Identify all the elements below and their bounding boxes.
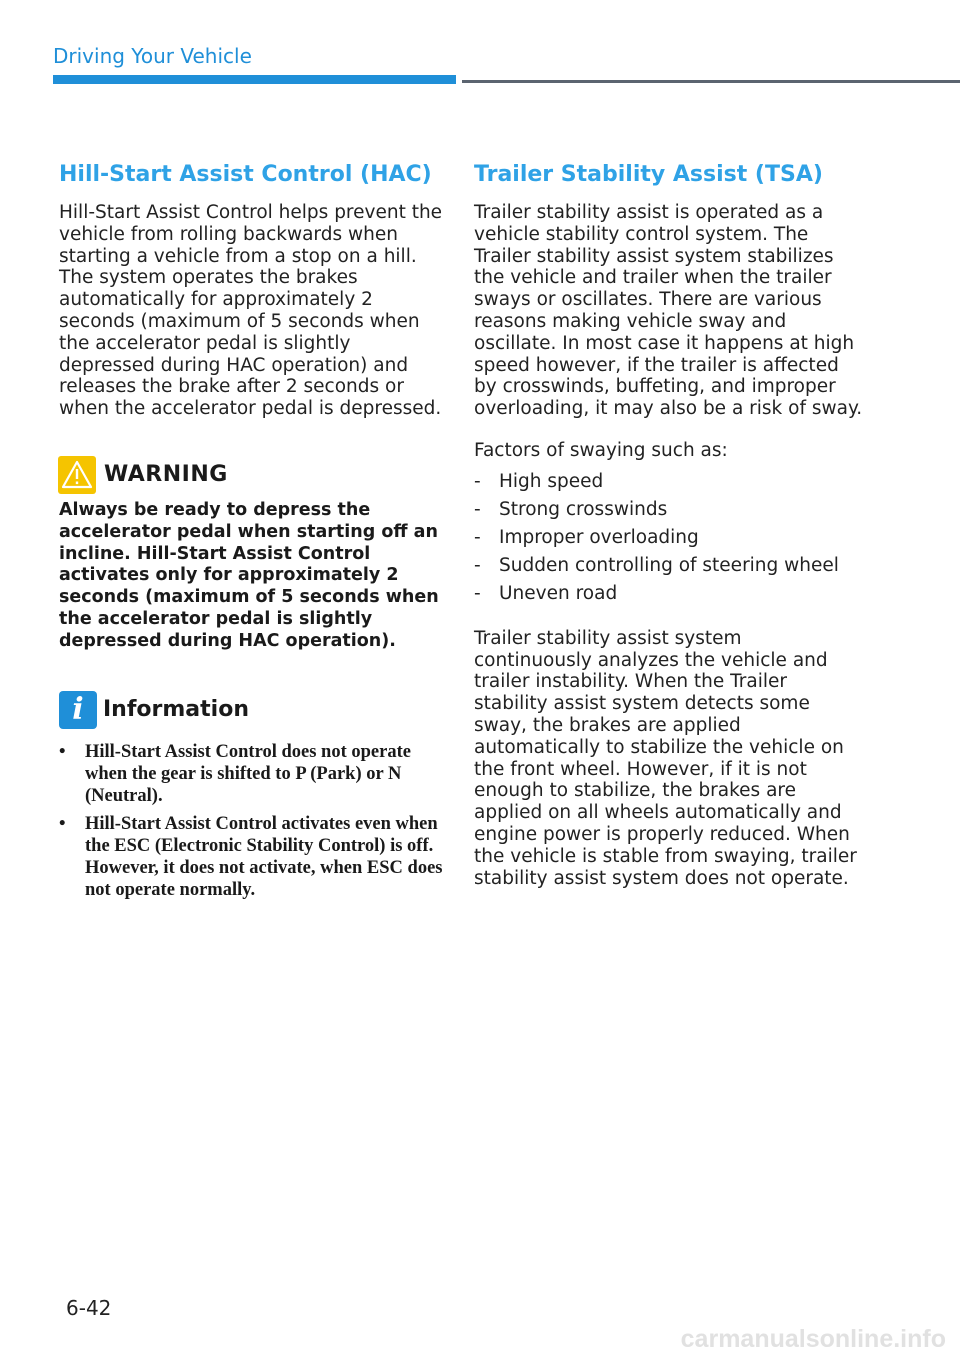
warning-title: WARNING <box>104 462 228 488</box>
information-title: Information <box>103 697 249 723</box>
dash: - <box>474 526 481 548</box>
information-item <box>59 813 444 901</box>
list-item <box>474 580 864 608</box>
warning-box <box>59 456 444 653</box>
bullet: • <box>59 813 66 834</box>
information-box <box>59 691 444 901</box>
right-column <box>474 160 864 889</box>
information-header <box>59 691 444 729</box>
information-item <box>59 741 444 807</box>
warning-header <box>59 456 444 494</box>
tsa-body-2: Trailer stability assist system continuously analyzes the vehicle and trailer instability. When the Trailer stability assist system detects some sway, the brakes are applied automatically to stabilize the vehicle on the front wheel. However, if it is not enough to stabilize, the brakes are applied on all wheels automatically and engine power is properly reduced. When the vehicle is stable from swaying, trailer stability assist system does not operate. <box>474 627 857 889</box>
list-item <box>474 552 864 580</box>
page-number: 6-42 <box>66 1296 112 1320</box>
dash: - <box>474 582 481 604</box>
list-item <box>474 468 864 496</box>
tsa-body: Trailer stability assist is operated as a vehicle stability control system. The Trailer stability assist system stabilizes the vehicle and trailer when the trailer sways or oscillates. There are various reasons making vehicle sway and oscillate. In most case it happens at high speed however, if the trailer is affected by crosswinds, buffeting, and improper overloading, it may also be a risk of sway. <box>474 202 863 420</box>
list-item <box>474 524 864 552</box>
list-item <box>474 496 864 524</box>
hac-heading: Hill-Start Assist Control (HAC) <box>59 162 432 187</box>
bullet: • <box>59 741 66 762</box>
list-item-text: Sudden controlling of steering wheel <box>499 554 839 576</box>
information-list <box>59 741 444 901</box>
warning-triangle-icon <box>58 456 96 494</box>
header-accent-bar <box>53 75 456 84</box>
list-item-text: Uneven road <box>499 582 618 604</box>
hac-body: Hill-Start Assist Control helps prevent the vehicle from rolling backwards when starting a vehicle from a stop on a hill. The system operates the brakes automatically for approximately 2 seconds (maximum of 5 seconds when the accelerator pedal is slightly depressed during HAC operation) and releases the brake after 2 seconds or when the accelerator pedal is depressed. <box>59 202 443 420</box>
section-title: Driving Your Vehicle <box>53 44 252 68</box>
warning-text: Always be ready to depress the accelerator pedal when starting off an incline. Hill-Start Assist Control activates only for approximately 2 seconds (maximum of 5 seconds when the accelerator pedal is slightly depressed during HAC operation). <box>59 499 439 651</box>
information-item-text: Hill-Start Assist Control does not operate when the gear is shifted to P (Park) or N (Neutral). <box>85 741 411 806</box>
watermark: carmanualsonline.info <box>680 1325 946 1353</box>
dash: - <box>474 498 481 520</box>
left-column <box>59 160 444 907</box>
tsa-heading: Trailer Stability Assist (TSA) <box>474 162 823 187</box>
list-item-text: Strong crosswinds <box>499 498 668 520</box>
info-icon: i <box>59 691 97 729</box>
factors-intro: Factors of swaying such as: <box>474 439 728 461</box>
information-item-text: Hill-Start Assist Control activates even when the ESC (Electronic Stability Control) is off. However, it does not activate, when ESC does not operate normally. <box>85 813 443 900</box>
header-rule <box>462 80 960 83</box>
list-item-text: High speed <box>499 470 604 492</box>
factors-list <box>474 468 864 608</box>
list-item-text: Improper overloading <box>499 526 699 548</box>
dash: - <box>474 470 481 492</box>
dash: - <box>474 554 481 576</box>
